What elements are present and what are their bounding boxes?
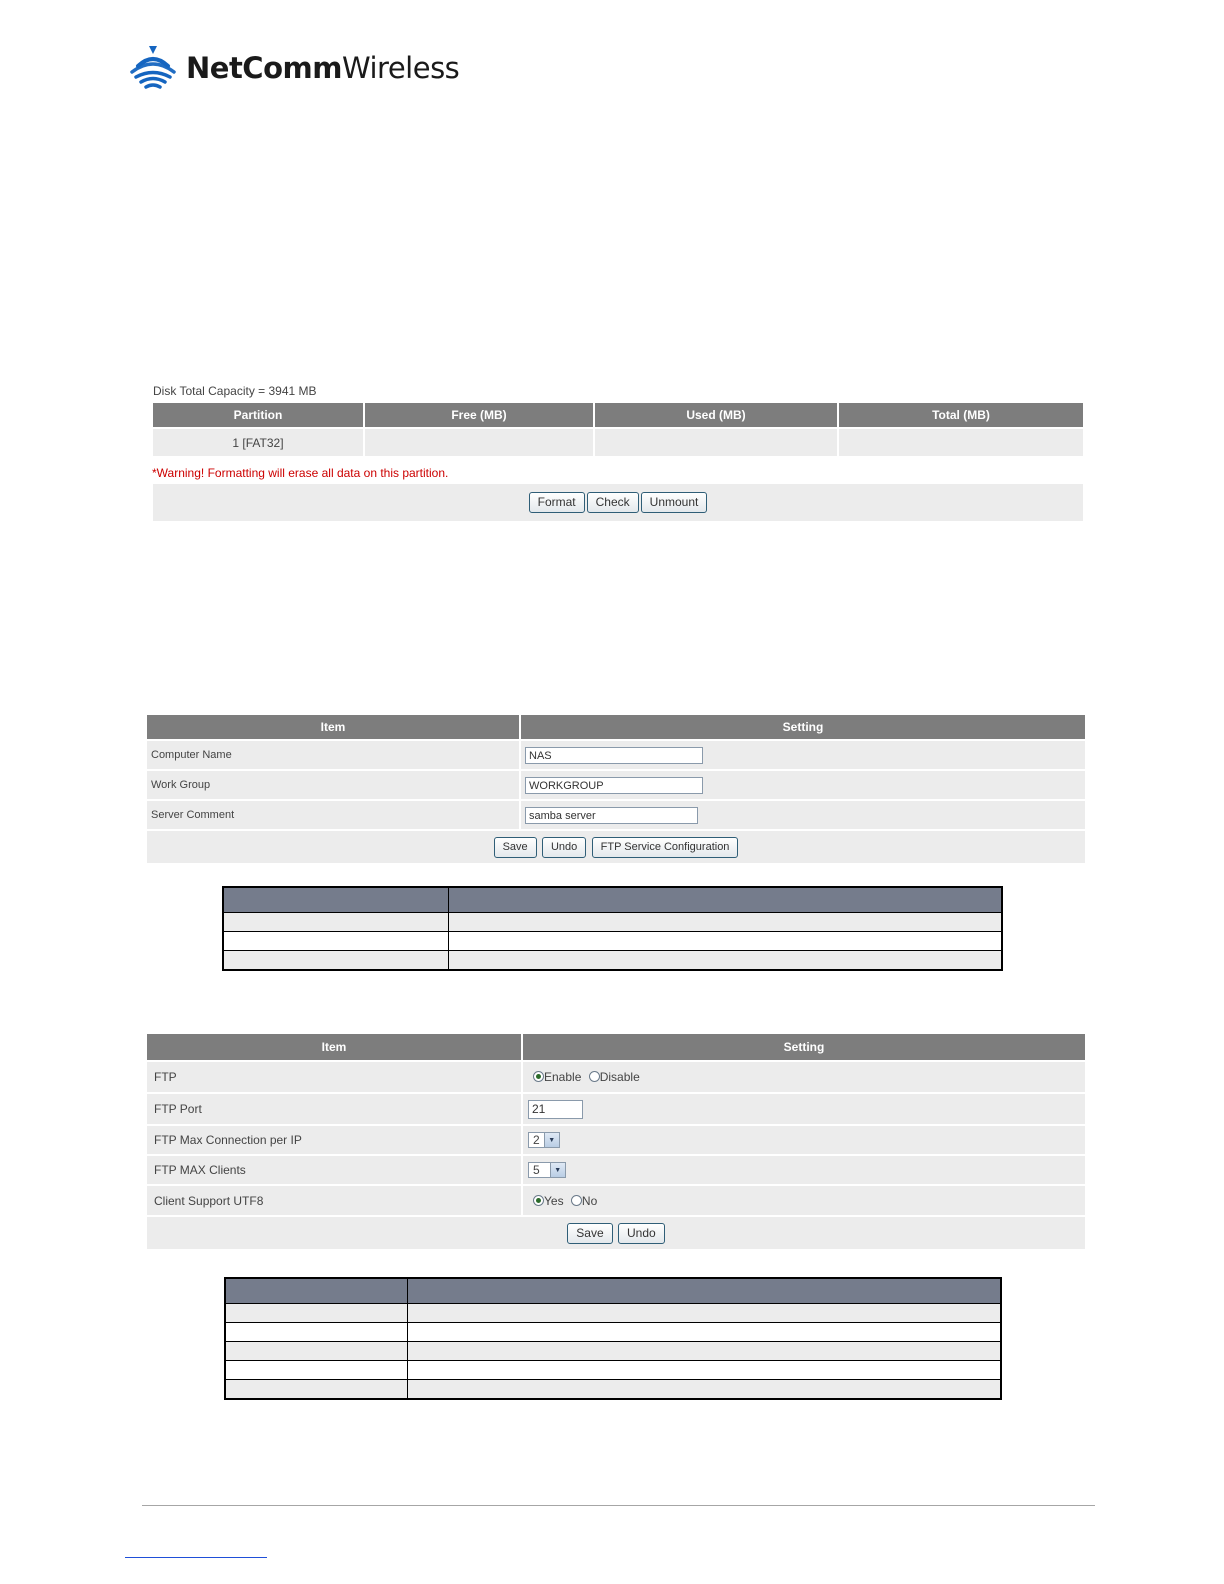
table-row[interactable] [153, 429, 1083, 456]
column-header: Setting [521, 715, 1085, 739]
utf8-support-label: Client Support UTF8 [147, 1186, 521, 1215]
server-comment-input[interactable]: samba server [525, 807, 698, 824]
disk-capacity-label: Disk Total Capacity = 3941 MB [153, 384, 317, 398]
column-header: Free (MB) [365, 403, 593, 427]
ftp-description-table [224, 1277, 1002, 1400]
utf8-yes-radio[interactable] [533, 1195, 544, 1206]
table-row [225, 1361, 1001, 1380]
table-row [147, 771, 1085, 799]
table-row [147, 1062, 1085, 1092]
ftp-undo-button[interactable]: Undo [618, 1223, 665, 1244]
ftp-max-connection-select[interactable]: 2 ▼ [528, 1132, 560, 1148]
storage-actions [153, 484, 1083, 521]
samba-description-table [222, 886, 1003, 971]
ftp-max-connection-label: FTP Max Connection per IP [147, 1126, 521, 1154]
table-row [147, 1156, 1085, 1184]
ftp-disable-radio[interactable] [589, 1071, 600, 1082]
ftp-disable-label: Disable [599, 1070, 640, 1084]
samba-save-button[interactable]: Save [494, 837, 537, 858]
partition-table [151, 401, 1085, 458]
unmount-button[interactable]: Unmount [641, 492, 708, 513]
footer-link-underline[interactable] [125, 1557, 267, 1558]
utf8-no-label: No [581, 1193, 598, 1208]
table-row [147, 1126, 1085, 1154]
server-comment-label: Server Comment [147, 801, 519, 829]
brand-logo [128, 44, 459, 92]
table-row [223, 913, 1002, 932]
ftp-settings-table [145, 1032, 1087, 1251]
total-cell [839, 429, 1083, 456]
footer-divider [142, 1505, 1095, 1506]
utf8-no-radio[interactable] [571, 1195, 582, 1206]
samba-actions [147, 831, 1085, 863]
ftp-max-clients-label: FTP MAX Clients [147, 1156, 521, 1184]
utf8-yes-label: Yes [544, 1193, 564, 1208]
samba-settings-table [145, 713, 1087, 865]
brand-name: NetCommWireless [186, 51, 460, 85]
column-header: Setting [523, 1034, 1085, 1060]
format-button[interactable]: Format [529, 492, 585, 513]
table-row [147, 1186, 1085, 1215]
table-row [225, 1342, 1001, 1361]
work-group-input[interactable]: WORKGROUP [525, 777, 703, 794]
column-header: Item [147, 715, 519, 739]
used-cell [595, 429, 837, 456]
table-row [147, 1094, 1085, 1124]
ftp-config-button[interactable]: FTP Service Configuration [592, 837, 739, 858]
check-button[interactable]: Check [587, 492, 639, 513]
table-row [147, 741, 1085, 769]
table-row [225, 1323, 1001, 1342]
ftp-label: FTP [147, 1062, 521, 1092]
computer-name-label: Computer Name [147, 741, 519, 769]
ftp-actions [147, 1217, 1085, 1249]
free-cell [365, 429, 593, 456]
wifi-logo-icon [128, 44, 178, 92]
ftp-enable-radio[interactable] [533, 1071, 544, 1082]
column-header: Item [147, 1034, 521, 1060]
work-group-label: Work Group [147, 771, 519, 799]
computer-name-input[interactable]: NAS [525, 747, 703, 764]
chevron-down-icon: ▼ [544, 1133, 559, 1147]
table-row [223, 932, 1002, 951]
chevron-down-icon: ▼ [550, 1163, 565, 1177]
partition-cell: 1 [FAT32] [153, 429, 363, 456]
ftp-save-button[interactable]: Save [567, 1223, 612, 1244]
ftp-port-input[interactable]: 21 [528, 1100, 583, 1119]
table-row [223, 951, 1002, 971]
table-row [225, 1380, 1001, 1400]
column-header: Total (MB) [839, 403, 1083, 427]
samba-undo-button[interactable]: Undo [542, 837, 586, 858]
table-row [147, 801, 1085, 829]
ftp-port-label: FTP Port [147, 1094, 521, 1124]
ftp-enable-label: Enable [544, 1070, 582, 1084]
column-header: Used (MB) [595, 403, 837, 427]
column-header: Partition [153, 403, 363, 427]
table-row [225, 1304, 1001, 1323]
ftp-max-clients-select[interactable]: 5 ▼ [528, 1162, 566, 1178]
format-warning: *Warning! Formatting will erase all data on this partition. [152, 466, 449, 480]
